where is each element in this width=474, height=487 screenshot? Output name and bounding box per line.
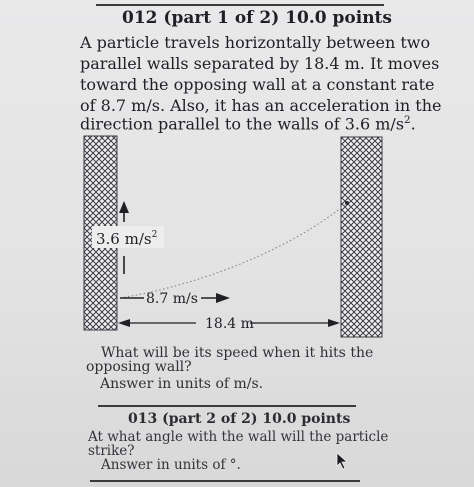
question-2-prompt-line-2: strike? [88,443,135,459]
distance-arrow-head-left [118,319,130,327]
middle-divider [98,405,356,407]
velocity-arrow-head [216,293,230,303]
question-1-prompt-line-2: opposing wall? [86,359,192,375]
acceleration-arrow-head [119,201,129,213]
bottom-divider [90,480,360,482]
right-wall [341,137,382,337]
question-1-line-5-exponent: 2 [404,114,411,126]
question-1-line-2: parallel walls separated by 18.4 m. It moves [80,54,440,73]
question-1-prompt-line-1: What will be its speed when it hits the [101,345,374,361]
mouse-cursor-icon [336,452,350,470]
question-1-line-3: toward the opposing wall at a constant rate [80,75,435,94]
question-1-line-5-period: . [410,114,416,134]
distance-label: 18.4 m [205,316,254,332]
velocity-label: 8.7 m/s [146,291,198,307]
distance-arrow-head-right [328,319,340,327]
question-1-line-4: of 8.7 m/s. Also, it has an acceleration in the [80,96,442,115]
trajectory-curve [120,203,347,298]
question-2-answer-hint: Answer in units of °. [101,457,241,473]
impact-point [345,201,349,205]
question-1-title: 012 (part 1 of 2) 10.0 points [122,8,392,28]
question-2-title: 013 (part 2 of 2) 10.0 points [128,411,351,427]
acceleration-label [96,230,157,248]
question-1-line-1: A particle travels horizontally between two [80,33,431,52]
acceleration-value: 3.6 m/s [96,230,152,248]
question-1-answer-hint: Answer in units of m/s. [100,376,264,392]
question-1-line-5-text: direction parallel to the walls of 3.6 m/s [80,114,405,134]
question-2-prompt-line-1: At what angle with the wall will the particle [88,429,389,445]
acceleration-exponent: 2 [151,230,158,240]
